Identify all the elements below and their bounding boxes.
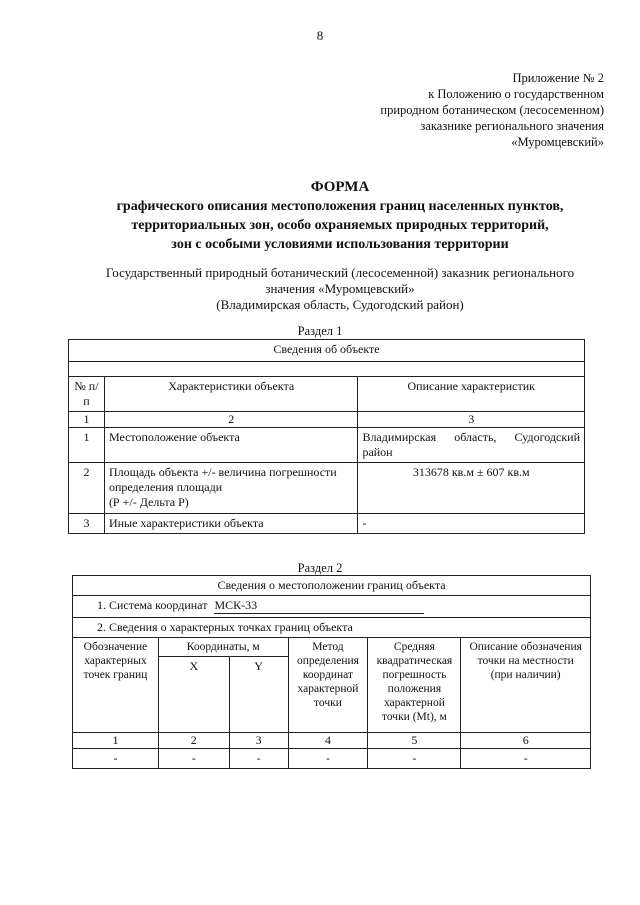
row-char-line: Площадь объекта +/- величина погрешности	[108, 465, 337, 479]
row-char: Иные характеристики объекта	[104, 514, 358, 534]
section1-label: Раздел 1	[297, 324, 343, 338]
subtitle-line: значения «Муромцевский»	[265, 281, 415, 296]
appendix-line: «Муромцевский»	[511, 135, 604, 149]
col-x-header: X	[158, 657, 229, 733]
data-cell: -	[368, 749, 461, 769]
appendix-line: природном ботаническом (лесосеменном)	[380, 103, 604, 117]
appendix-line: к Положению о государственном	[428, 87, 604, 101]
page-number: 8	[316, 28, 324, 43]
index-cell: 2	[104, 412, 358, 428]
row-char-line: определения площади	[108, 480, 223, 494]
section2-header: Сведения о местоположении границ объекта	[73, 576, 591, 596]
col-desc-header: Описание характеристик	[358, 377, 585, 412]
row-desc	[358, 428, 585, 463]
row-num: 1	[69, 428, 105, 463]
row-desc: 313678 кв.м ± 607 кв.м	[358, 463, 585, 514]
subtitle-line: Государственный природный ботанический (лесосеменной) заказник регионального	[105, 265, 575, 280]
row-num: 2	[69, 463, 105, 514]
index-cell: 4	[288, 733, 368, 749]
index-cell: 1	[69, 412, 105, 428]
index-cell: 1	[73, 733, 159, 749]
title-line: зон с особыми условиями использования территории	[171, 237, 509, 252]
col-description-header: Описание обозначения точки на местности (при наличии)	[461, 638, 591, 733]
appendix-block	[380, 70, 604, 150]
data-cell: -	[288, 749, 368, 769]
index-cell: 6	[461, 733, 591, 749]
row-desc: -	[358, 514, 585, 534]
subtitle-line: (Владимирская область, Судогодский район)	[216, 297, 464, 312]
document-title	[0, 178, 640, 254]
col-char-header: Характеристики объекта	[104, 377, 358, 412]
coord-system-row	[73, 596, 591, 618]
data-cell: -	[461, 749, 591, 769]
col-y-header: Y	[229, 657, 288, 733]
index-cell: 3	[229, 733, 288, 749]
coord-system-label: 1. Система координат	[97, 598, 208, 612]
title-line: территориальных зон, особо охраняемых природных территорий,	[131, 218, 549, 233]
title-forma: ФОРМА	[310, 179, 370, 195]
appendix-line: заказнике регионального значения	[420, 119, 604, 133]
data-cell: -	[158, 749, 229, 769]
data-cell: -	[73, 749, 159, 769]
row-char-line: (Р +/- Дельта Р)	[108, 495, 189, 509]
row-num: 3	[69, 514, 105, 534]
points-label: 2. Сведения о характерных точках границ объекта	[73, 618, 591, 638]
title-line: графического описания местоположения границ населенных пунктов,	[116, 199, 564, 214]
row-desc-line: Владимирская область, Судогодский	[362, 430, 580, 444]
section2-table	[72, 575, 591, 769]
spacer-row	[69, 362, 585, 377]
section1-header: Сведения об объекте	[69, 340, 585, 362]
index-cell: 5	[368, 733, 461, 749]
row-char	[104, 463, 358, 514]
section1-table	[68, 339, 585, 534]
col-num-header: № п/п	[69, 377, 105, 412]
col-accuracy-header: Средняя квадратическая погрешность положения характерной точки (Mt), м	[368, 638, 461, 733]
col-coords-header: Координаты, м	[158, 638, 288, 657]
data-cell: -	[229, 749, 288, 769]
row-char: Местоположение объекта	[104, 428, 358, 463]
row-desc-line: район	[362, 445, 393, 459]
index-cell: 2	[158, 733, 229, 749]
coord-system-value: МСК-33	[214, 598, 424, 614]
col-method-header: Метод определения координат характерной точки	[288, 638, 368, 733]
index-cell: 3	[358, 412, 585, 428]
section2-label: Раздел 2	[297, 561, 343, 575]
object-subtitle	[100, 265, 580, 313]
col-point-header: Обозначение характерных точек границ	[73, 638, 159, 733]
appendix-line: Приложение № 2	[512, 71, 604, 85]
